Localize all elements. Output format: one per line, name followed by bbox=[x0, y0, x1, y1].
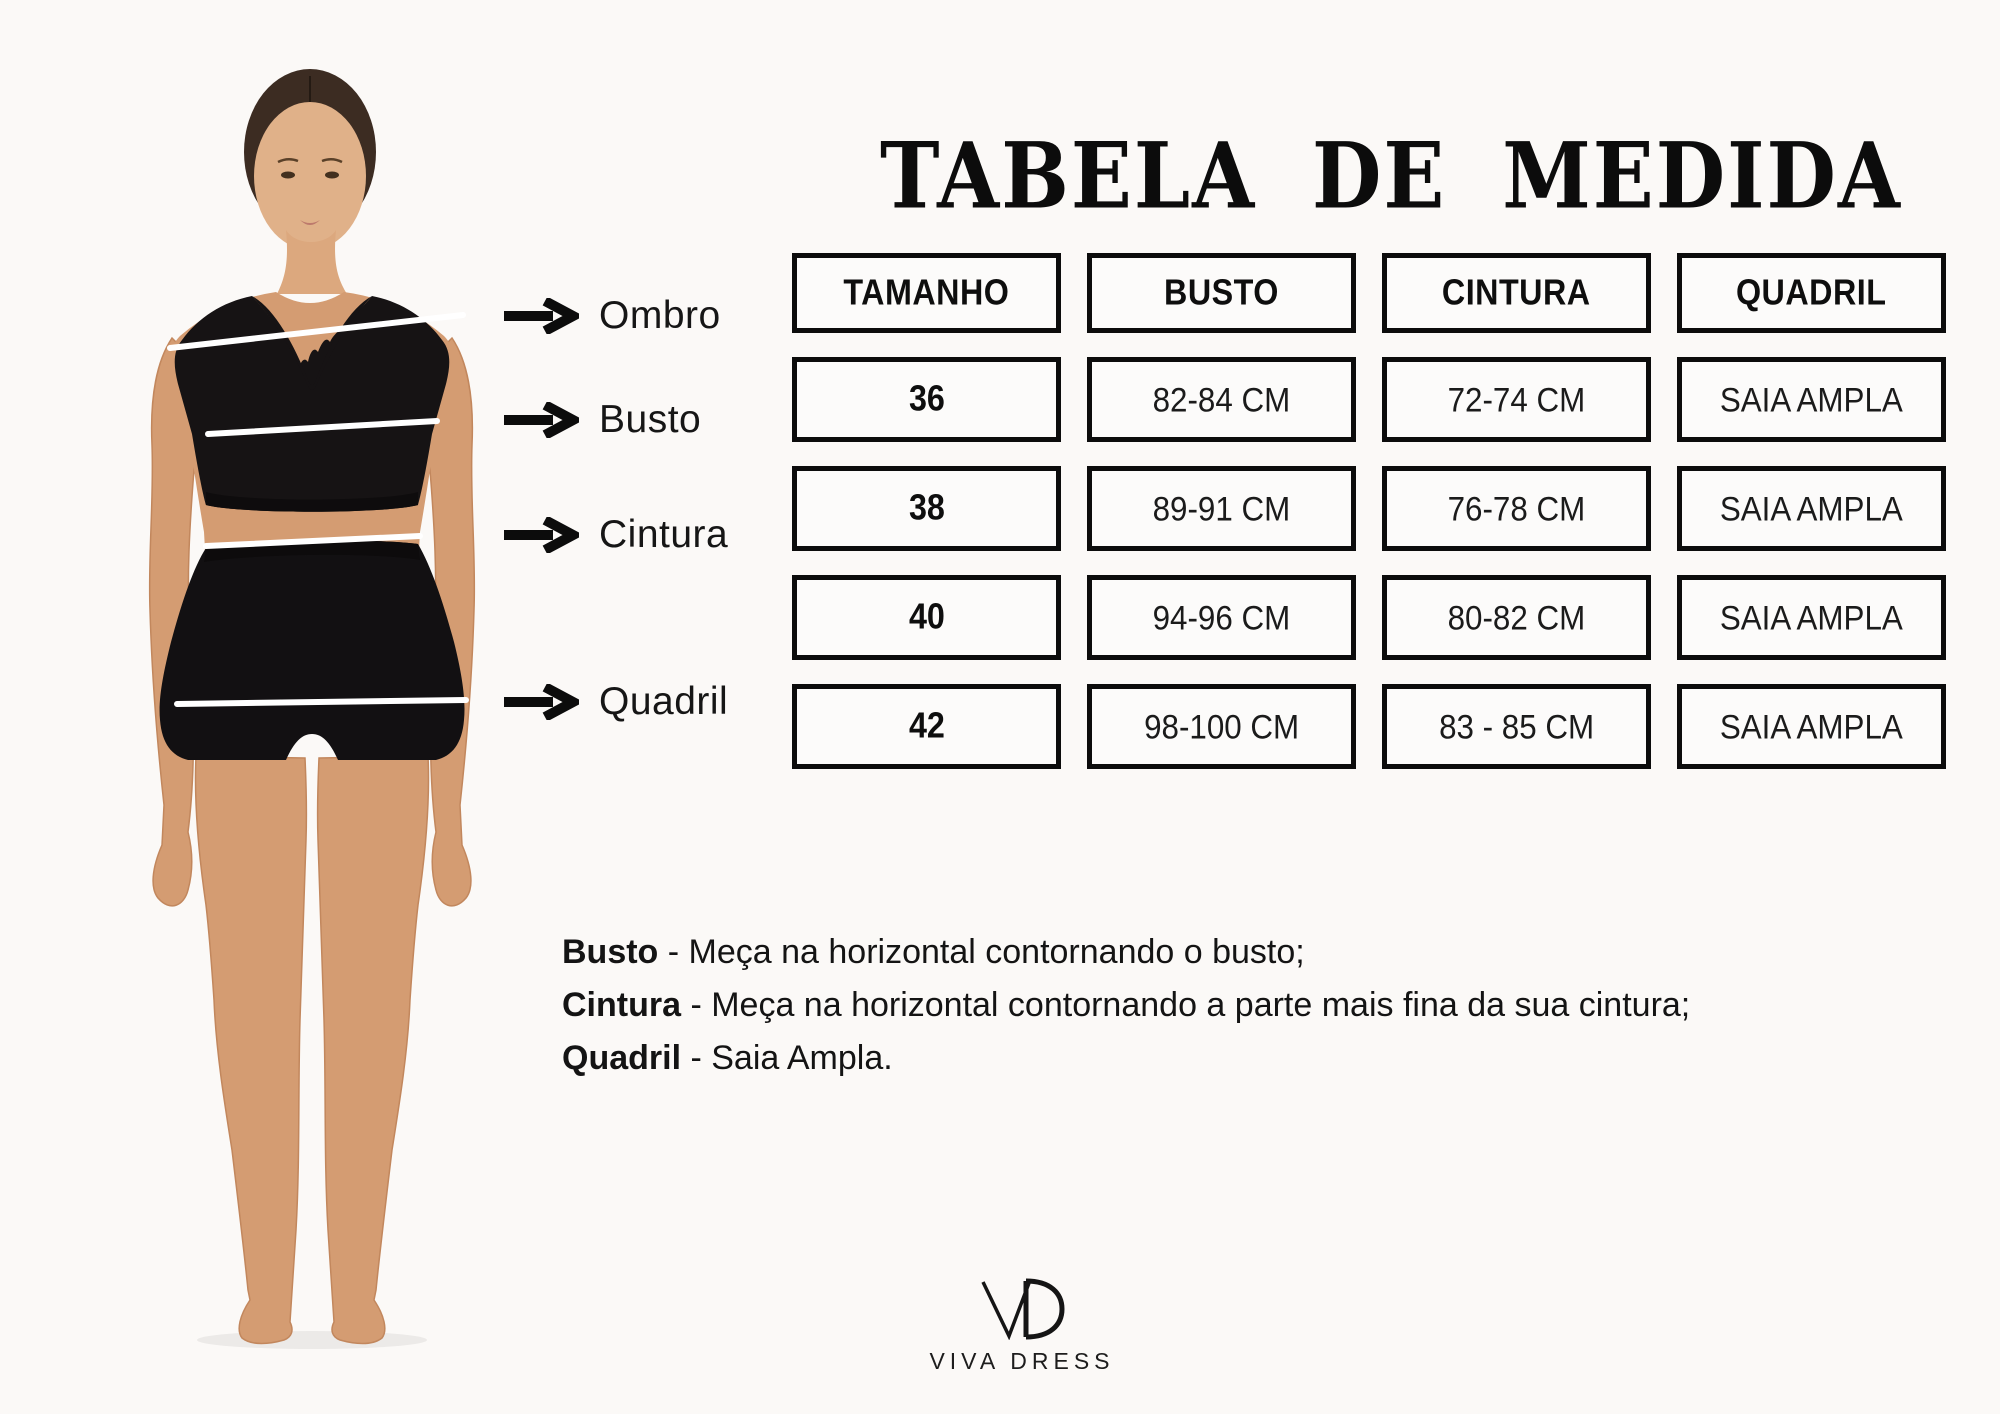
table-cell-cintura-42: 83 - 85 CM bbox=[1382, 684, 1651, 769]
measuring-notes bbox=[562, 926, 1992, 1085]
arrow-right-icon bbox=[501, 402, 579, 438]
table-cell-quadril-38: SAIA AMPLA bbox=[1677, 466, 1946, 551]
arrow-right-icon bbox=[501, 684, 579, 720]
table-header-busto: BUSTO bbox=[1087, 253, 1356, 333]
shorts bbox=[160, 541, 465, 760]
measure-callout-cintura bbox=[501, 513, 728, 557]
arrow-right-icon bbox=[501, 517, 579, 553]
measure-label-busto: Busto bbox=[599, 398, 702, 441]
table-cell-size-40: 40 bbox=[792, 575, 1061, 660]
table-cell-size-42: 42 bbox=[792, 684, 1061, 769]
table-cell-size-38: 38 bbox=[792, 466, 1061, 551]
brand-name: VIVA DRESS bbox=[929, 1348, 1115, 1374]
table-cell-cintura-38: 76-78 CM bbox=[1382, 466, 1651, 551]
note-quadril: Quadril - Saia Ampla. bbox=[562, 1039, 893, 1077]
measure-callout-quadril bbox=[501, 680, 728, 724]
hip-measure-line bbox=[177, 700, 466, 704]
vd-monogram-icon bbox=[976, 1278, 1068, 1340]
table-cell-cintura-36: 72-74 CM bbox=[1382, 357, 1651, 442]
legs bbox=[195, 756, 428, 1344]
note-busto: Busto - Meça na horizontal contornando o busto; bbox=[562, 933, 1305, 971]
table-cell-busto-36: 82-84 CM bbox=[1087, 357, 1356, 442]
model-figure-illustration bbox=[110, 60, 530, 1350]
table-cell-busto-40: 94-96 CM bbox=[1087, 575, 1356, 660]
table-header-cintura: CINTURA bbox=[1382, 253, 1651, 333]
table-cell-quadril-36: SAIA AMPLA bbox=[1677, 357, 1946, 442]
measure-callout-busto bbox=[501, 398, 701, 442]
table-header-tamanho: TAMANHO bbox=[792, 253, 1061, 333]
brand-logo bbox=[922, 1278, 1122, 1375]
arrow-right-icon bbox=[501, 298, 579, 334]
note-cintura: Cintura - Meça na horizontal contornando a parte mais fina da sua cintura; bbox=[562, 986, 1691, 1024]
page-title: TABELA DE MEDIDA bbox=[880, 122, 1902, 230]
table-cell-cintura-40: 80-82 CM bbox=[1382, 575, 1651, 660]
table-cell-size-36: 36 bbox=[792, 357, 1061, 442]
measure-label-quadril: Quadril bbox=[599, 680, 729, 723]
measure-callout-ombro bbox=[501, 294, 721, 338]
table-cell-busto-42: 98-100 CM bbox=[1087, 684, 1356, 769]
table-header-quadril: QUADRIL bbox=[1677, 253, 1946, 333]
size-table bbox=[792, 253, 1946, 769]
face bbox=[254, 102, 366, 250]
table-cell-busto-38: 89-91 CM bbox=[1087, 466, 1356, 551]
measure-label-ombro: Ombro bbox=[599, 294, 721, 337]
table-cell-quadril-40: SAIA AMPLA bbox=[1677, 575, 1946, 660]
measure-label-cintura: Cintura bbox=[599, 513, 729, 556]
table-cell-quadril-42: SAIA AMPLA bbox=[1677, 684, 1946, 769]
floor-shadow bbox=[197, 1331, 427, 1349]
